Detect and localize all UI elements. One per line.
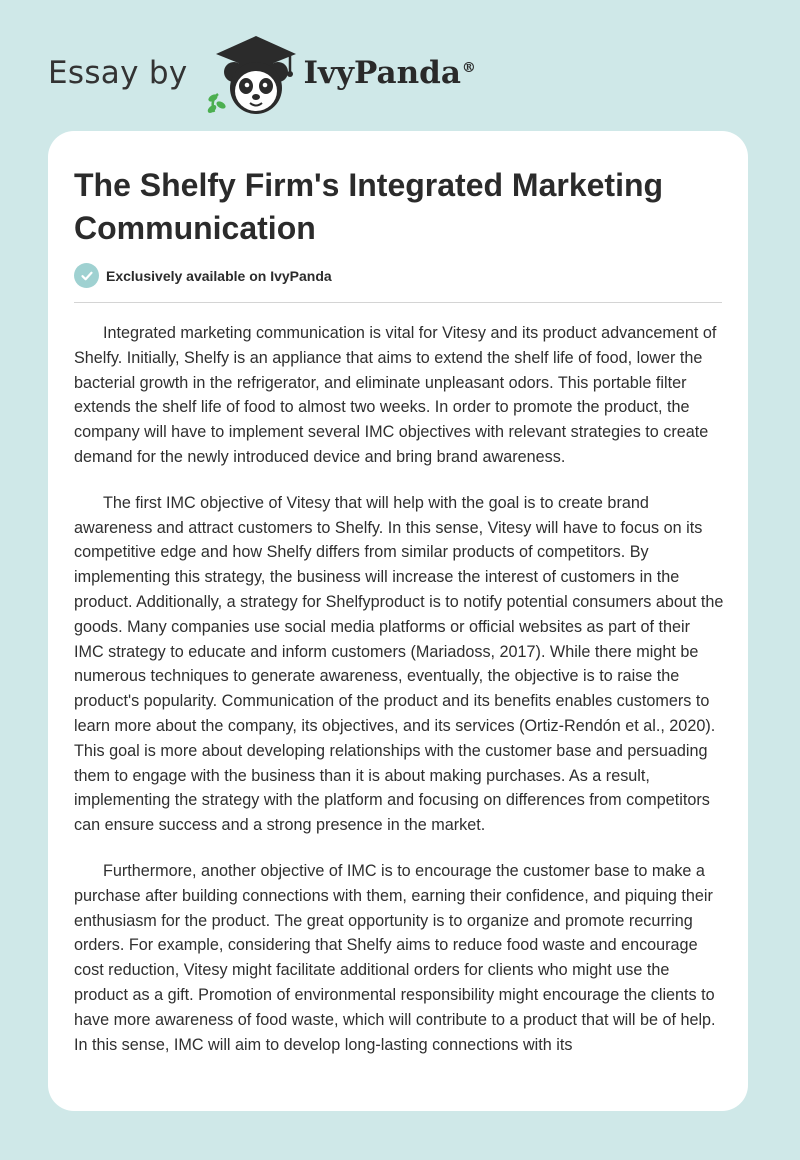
check-icon <box>74 263 99 288</box>
brand-name[interactable]: IvyPanda® <box>303 55 476 91</box>
paragraph: The first IMC objective of Vitesy that will help with the goal is to create brand awareness and attract customers to Shelfy. In this sense, Vitesy will have to focus on its competitive edge and how Shelfy differs from similar products of competitors. By implementing this strategy, the business will increase the interest of customers in the product. Additionally, a strategy for Shelfyproduct is to notify potential consumers about the goods. Many companies use social media platforms or official websites as part of their IMC strategy to educate and inform customers (Mariadoss, 2017). While there might be numerous techniques to generate awareness, eventually, the objective is to raise the product's popularity. Communication of the product and its benefits enables customers to learn more about the company, its objectives, and its services (Ortiz-Rendón et al., 2020). This goal is more about developing relationships with the customer base and persuading them to engage with the business than it is about making purchases. As a result, implementing the strategy with the platform and focusing on differences from competitors can ensure success and a strong presence in the market. <box>74 493 724 835</box>
essay-body <box>74 321 724 1078</box>
exclusive-label: Exclusively available on IvyPanda <box>106 267 332 284</box>
site-header <box>48 28 476 118</box>
paragraph: Furthermore, another objective of IMC is to encourage the customer base to make a purchase after building connections with them, earning their confidence, and piquing their enthusiasm for the product. The great opportunity is to organize and promote recurring orders. For example, considering that Shelfy aims to reduce food waste and encourage cost reduction, Vitesy might facilitate additional orders for clients who might use the product as a gift. Promotion of environmental responsibility might encourage the clients to have more awareness of food waste, which will contribute to a product that will be of help. In this sense, IMC will aim to develop long-lasting connections with its <box>74 861 716 1054</box>
paragraph: Integrated marketing communication is vital for Vitesy and its product advancement of Shelfy. Initially, Shelfy is an appliance that aims to extend the shelf life of food, lower the bacterial growth in the refrigerator, and eliminate unpleasant odors. This portable filter extends the shelf life of food to almost two weeks. In order to promote the product, the company will have to implement several IMC objectives with relevant strategies to create demand for the newly introduced device and bring brand awareness. <box>74 324 717 466</box>
page-title: The Shelfy Firm's Integrated Marketing Communication <box>74 167 664 246</box>
registered-mark: ® <box>461 59 476 76</box>
essay-by-label: Essay by <box>48 55 188 91</box>
divider <box>74 302 722 303</box>
panda-graduate-icon[interactable] <box>206 28 298 118</box>
exclusive-badge <box>74 263 332 288</box>
essay-card <box>48 131 748 1111</box>
